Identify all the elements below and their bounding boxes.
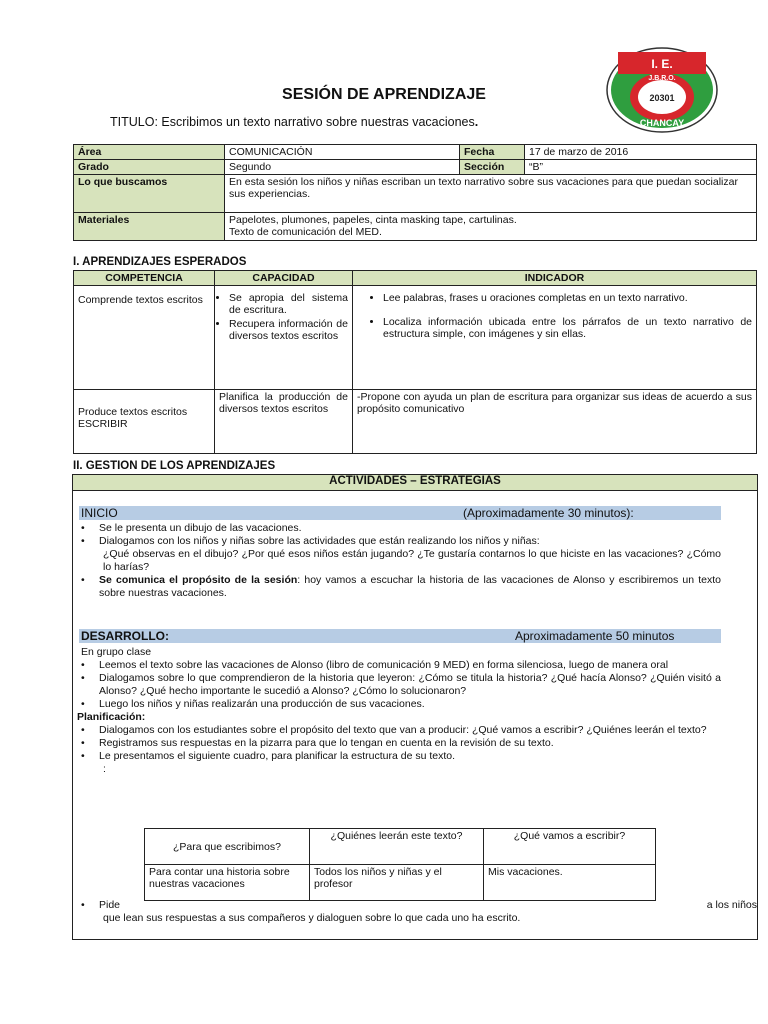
aprendizajes-heading: I. APRENDIZAJES ESPERADOS bbox=[73, 256, 247, 268]
logo-number: 20301 bbox=[649, 93, 675, 103]
materiales-line-2: Texto de comunicación del MED. bbox=[229, 226, 382, 238]
busca-value: En esta sesión los niños y niñas escriban un texto narrativo sobre sus vacaciones para que puedan socializar sus experiencias. bbox=[225, 175, 757, 213]
session-title: TITULO: Escribimos un texto narrativo sobre nuestras vacaciones. bbox=[110, 115, 479, 129]
desarrollo-bar bbox=[79, 629, 721, 643]
capacidad-2: Planifica la producción de diversos textos escritos bbox=[215, 390, 353, 454]
a-que-vamos: Mis vacaciones. bbox=[484, 865, 656, 901]
capacidad-1b: • Recupera información de diversos textos escritos bbox=[229, 318, 348, 342]
proposito-bold: Se comunica el propósito de la sesión bbox=[99, 574, 298, 586]
col-indicador: INDICADOR bbox=[353, 271, 757, 286]
q-que-vamos: ¿Qué vamos a escribir? bbox=[484, 829, 656, 865]
competencia-2: Produce textos escritos ESCRIBIR bbox=[74, 390, 215, 454]
actividades-header: ACTIVIDADES – ESTRATEGIAS bbox=[73, 475, 757, 491]
desarrollo-label: DESARROLLO: bbox=[81, 629, 169, 643]
inicio-questions: ¿Qué observas en el dibujo? ¿Por qué esos niños están jugando? ¿Te gustaría contarnos lo que hiciste en las vacaciones? ¿Cómo lo harías? bbox=[103, 548, 721, 573]
plan-item-3: • Le presentamos el siguiente cuadro, para planificar la estructura de su texto. bbox=[77, 750, 721, 763]
pide-block bbox=[77, 899, 757, 925]
seccion-label: Sección bbox=[460, 160, 525, 175]
titulo-text: Escribimos un texto narrativo sobre nuestras vacaciones bbox=[161, 115, 475, 129]
indicador-1b: • Localiza información ubicada entre los párrafos de un texto narrativo de estructura simple, con imágenes y sin ellas. bbox=[383, 316, 752, 340]
inicio-list bbox=[77, 522, 721, 600]
col-capacidad: CAPACIDAD bbox=[215, 271, 353, 286]
pide-item bbox=[77, 899, 757, 912]
grado-label: Grado bbox=[74, 160, 225, 175]
pide-continuation: que lean sus respuestas a sus compañeros y dialoguen sobre lo que cada uno ha escrito. bbox=[103, 912, 521, 924]
indicador-1a: • Lee palabras, frases u oraciones completas en un texto narrativo. bbox=[383, 292, 752, 304]
fecha-label: Fecha bbox=[460, 145, 525, 160]
area-label: Área bbox=[74, 145, 225, 160]
indicador-2: -Propone con ayuda un plan de escritura para organizar sus ideas de acuerdo a sus propósito comunicativo bbox=[353, 390, 757, 454]
inicio-item-1: • Se le presenta un dibujo de las vacaciones. bbox=[77, 522, 721, 535]
q-para-que: ¿Para que escribimos? bbox=[145, 829, 310, 865]
gestion-heading: II. GESTION DE LOS APRENDIZAJES bbox=[73, 460, 276, 472]
desarrollo-item-1: • Leemos el texto sobre las vacaciones de Alonso (libro de comunicación 9 MED) en forma silenciosa, luego de manera oral bbox=[77, 659, 721, 672]
planning-table bbox=[144, 828, 656, 901]
logo-top-text: I. E. bbox=[651, 57, 673, 71]
desarrollo-time: Aproximadamente 50 minutos bbox=[515, 629, 675, 643]
inicio-item-3 bbox=[77, 574, 721, 600]
desarrollo-intro: En grupo clase bbox=[81, 646, 152, 658]
capacidad-1a: • Se apropia del sistema de escritura. bbox=[229, 292, 348, 316]
inicio-time: (Aproximadamente 30 minutos): bbox=[463, 506, 634, 520]
desarrollo-item-3: • Luego los niños y niñas realizarán una producción de sus vacaciones. bbox=[77, 698, 721, 711]
area-value: COMUNICACIÓN bbox=[225, 145, 460, 160]
titulo-label: TITULO: bbox=[110, 115, 158, 129]
info-table bbox=[73, 144, 757, 241]
materiales-value bbox=[225, 213, 757, 241]
seccion-value: “B” bbox=[525, 160, 757, 175]
plan-item-1: • Dialogamos con los estudiantes sobre el propósito del texto que van a producir: ¿Qué vamos a escribir? ¿Quiénes leerán el texto? bbox=[77, 724, 721, 737]
aprendizajes-table bbox=[73, 270, 757, 454]
planificacion-label: Planificación: bbox=[77, 711, 146, 723]
a-quienes: Todos los niños y niñas y el profesor bbox=[310, 865, 484, 901]
inicio-label: INICIO bbox=[81, 506, 118, 520]
pide-end: a los niños bbox=[706, 899, 757, 911]
plan-item-3-colon: : bbox=[103, 763, 106, 775]
busca-label: Lo que buscamos bbox=[74, 175, 225, 213]
q-quienes: ¿Quiénes leerán este texto? bbox=[310, 829, 484, 865]
competencia-1: Comprende textos escritos bbox=[74, 286, 215, 390]
proposito-text: : hoy vamos a escuchar la historia de las vacaciones de Alonso y escribiremos un texto sobre nuestras vacaciones. bbox=[99, 574, 721, 599]
materiales-label: Materiales bbox=[74, 213, 225, 241]
logo-ring-text: J.B.R.O. bbox=[648, 75, 676, 82]
fecha-value: 17 de marzo de 2016 bbox=[525, 145, 757, 160]
a-para-que: Para contar una historia sobre nuestras vacaciones bbox=[145, 865, 310, 901]
grado-value: Segundo bbox=[225, 160, 460, 175]
materiales-line-1: Papelotes, plumones, papeles, cinta masking tape, cartulinas. bbox=[229, 214, 517, 226]
logo-bottom-text: CHANCAY bbox=[639, 118, 685, 128]
plan-item-2: • Registramos sus respuestas en la pizarra para que lo tengan en cuenta en la revisión de su texto. bbox=[77, 737, 721, 750]
page-title: SESIÓN DE APRENDIZAJE bbox=[282, 86, 486, 103]
col-competencia: COMPETENCIA bbox=[74, 271, 215, 286]
pide-start: Pide bbox=[99, 899, 121, 911]
inicio-bar bbox=[79, 506, 721, 520]
inicio-item-2: • Dialogamos con los niños y niñas sobre las actividades que están realizando los niños y niñas: bbox=[77, 535, 721, 548]
desarrollo-list bbox=[77, 646, 721, 776]
gestion-box bbox=[72, 474, 758, 940]
desarrollo-item-2: • Dialogamos sobre lo que comprendieron de la historia que leyeron: ¿Cómo se titula la historia? ¿Qué hacía Alonso? ¿Quién visitó a Alonso? ¿Qué hecho importante le sucedió a Alonso? ¿Cómo lo solucionaron? bbox=[77, 672, 721, 698]
